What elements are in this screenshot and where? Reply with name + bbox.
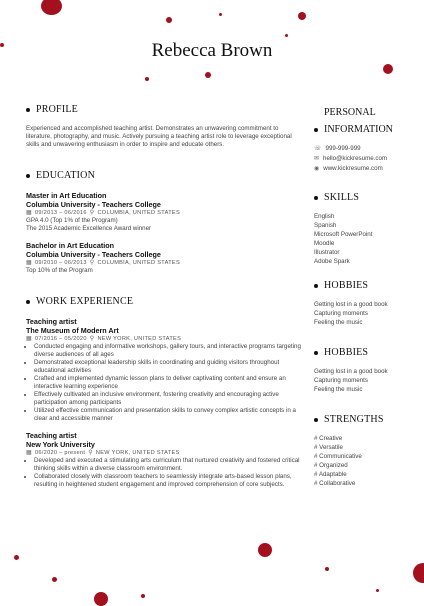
contact-email: ✉ hello@kickresume.com [314,155,388,162]
decorative-dot [413,563,424,583]
strengths-list [314,434,418,488]
decorative-dot [166,17,172,23]
location-pin-icon: ⚲ [89,260,95,266]
list-item: • Effectively cultivated an inclusive environment, fostering creativity and encouraging active participation among participants [34,391,302,407]
decorative-dot [285,34,288,37]
list-item: • Crafted and implemented dynamic lesson plans to deliver captivating content and ensure an interactive learning experience [34,375,302,391]
job-employer: The Museum of Modern Art [26,326,119,335]
decorative-dot [41,0,62,15]
list-item: • Demonstrated exceptional leadership skills in coordinating and guiding visitors throughout educational activities [34,359,302,375]
list-item: Capturing moments [314,310,368,317]
location-pin-icon: ⚲ [89,336,95,342]
list-item: • Developed and executed a stimulating arts curriculum that nurtured creativity and fostered critical thinking skills within a diverse classroom environment. [34,457,302,473]
education-note: The 2015 Academic Excellence Award winner [26,225,152,232]
work-entry [26,317,302,423]
left-column [26,104,302,489]
list-item: • Collaborated closely with classroom teachers to seamlessly integrate arts-based lesson plans, resulting in heightened student engagement and improved comprehension of core subjects. [34,473,302,489]
bullet-icon [314,351,318,355]
bullet-icon [26,174,30,178]
hobbies-heading: HOBBIES [314,347,418,358]
personal-heading: PERSONAL INFORMATION [314,104,418,138]
job-role: Teaching artist [26,317,77,326]
hobbies-heading: HOBBIES [314,280,418,291]
hobbies-list [314,367,418,394]
education-meta: ▦ 09/2013 – 06/2016 ⚲ COLUMBIA, UNITED STATES [26,210,180,216]
right-column [314,104,418,488]
degree-title: Bachelor in Art Education [26,241,114,250]
decorative-dot [145,77,149,81]
decorative-dot [258,543,272,557]
profile-text: Experienced and accomplished teaching artist. Demonstrates an unwavering commitment to literature, photography, and music. Actively pursuing a teaching artist role to leverage exceptional skills and unwavering enthusiasm in order to inspire and educate others. [26,125,292,148]
contact-list [314,144,418,174]
decorative-dot [383,64,393,74]
list-item: # Organized [314,462,348,469]
education-heading: EDUCATION [26,170,302,181]
list-item: Moodle [314,240,335,247]
bullet-icon [314,128,318,132]
resume-name: Rebecca Brown [151,40,273,61]
skills-list [314,212,418,266]
education-meta: ▦ 09/2010 – 06/2013 ⚲ COLUMBIA, UNITED STATES [26,260,180,266]
decorative-dot [141,594,145,598]
work-bullets [26,343,302,423]
list-item: Feeling the music [314,319,363,326]
strengths-heading: STRENGTHS [314,414,418,425]
phone-icon: ☏ [314,146,322,152]
work-heading: WORK EXPERIENCE [26,296,302,307]
bullet-icon [26,108,30,112]
list-item: Adobe Spark [314,258,350,265]
school-name: Columbia University - Teachers College [26,250,161,259]
globe-icon: ◉ [314,166,320,172]
decorative-dot [376,589,379,592]
list-item: Illustrator [314,249,340,256]
decorative-dot [205,72,211,78]
location-pin-icon: ⚲ [88,450,93,456]
list-item: • Conducted engaging and informative workshops, gallery tours, and interactive programs targeting diverse audiences of all ages [34,343,302,359]
decorative-dot [14,555,19,560]
job-employer: New York University [26,440,95,449]
decorative-dot [298,12,306,20]
decorative-dot [52,577,57,582]
bullet-icon [314,284,318,288]
bullet-icon [314,196,318,200]
list-item: Microsoft PowerPoint [314,231,373,238]
contact-phone: ☏ 999-999-999 [314,145,361,152]
work-entry [26,431,302,489]
skills-heading: SKILLS [314,192,418,203]
decorative-dot [325,567,329,571]
location-pin-icon: ⚲ [89,210,95,216]
job-role: Teaching artist [26,431,77,440]
work-meta: ▦ 07/2016 – 05/2020 ⚲ NEW YORK, UNITED STATES [26,336,182,342]
list-item: Feeling the music [314,386,363,393]
decorative-dot [219,13,222,16]
decorative-dot [94,592,108,606]
list-item: Getting lost in a good book [314,301,388,308]
profile-heading: PROFILE [26,104,302,115]
calendar-icon: ▦ [26,260,32,266]
work-meta: ▦ 06/2020 – present ⚲ NEW YORK, UNITED STATES [26,450,180,456]
list-item: # Versatile [314,444,343,451]
list-item: # Creative [314,435,343,442]
education-entry [26,241,302,275]
list-item: English [314,213,335,220]
calendar-icon: ▦ [26,336,32,342]
contact-website: ◉ www.kickresume.com [314,165,383,172]
school-name: Columbia University - Teachers College [26,200,161,209]
bullet-icon [26,300,30,304]
work-bullets [26,457,302,489]
education-note: GPA 4.0 (Top 1% of the Program) [26,217,118,224]
mail-icon: ✉ [314,156,320,162]
list-item: Spanish [314,222,337,229]
list-item: # Collaborative [314,480,356,487]
list-item: Getting lost in a good book [314,368,388,375]
list-item: # Adaptable [314,471,347,478]
list-item: Capturing moments [314,377,368,384]
hobbies-list [314,300,418,327]
education-entry [26,191,302,233]
calendar-icon: ▦ [26,210,32,216]
calendar-icon: ▦ [26,450,32,456]
education-note: Top 10% of the Program [26,267,93,274]
list-item: • Utilized effective communication and presentation skills to convey complex artistic concepts in a clear and accessible manner [34,407,302,423]
list-item: # Communicative [314,453,362,460]
bullet-icon [314,418,318,422]
degree-title: Master in Art Education [26,191,107,200]
